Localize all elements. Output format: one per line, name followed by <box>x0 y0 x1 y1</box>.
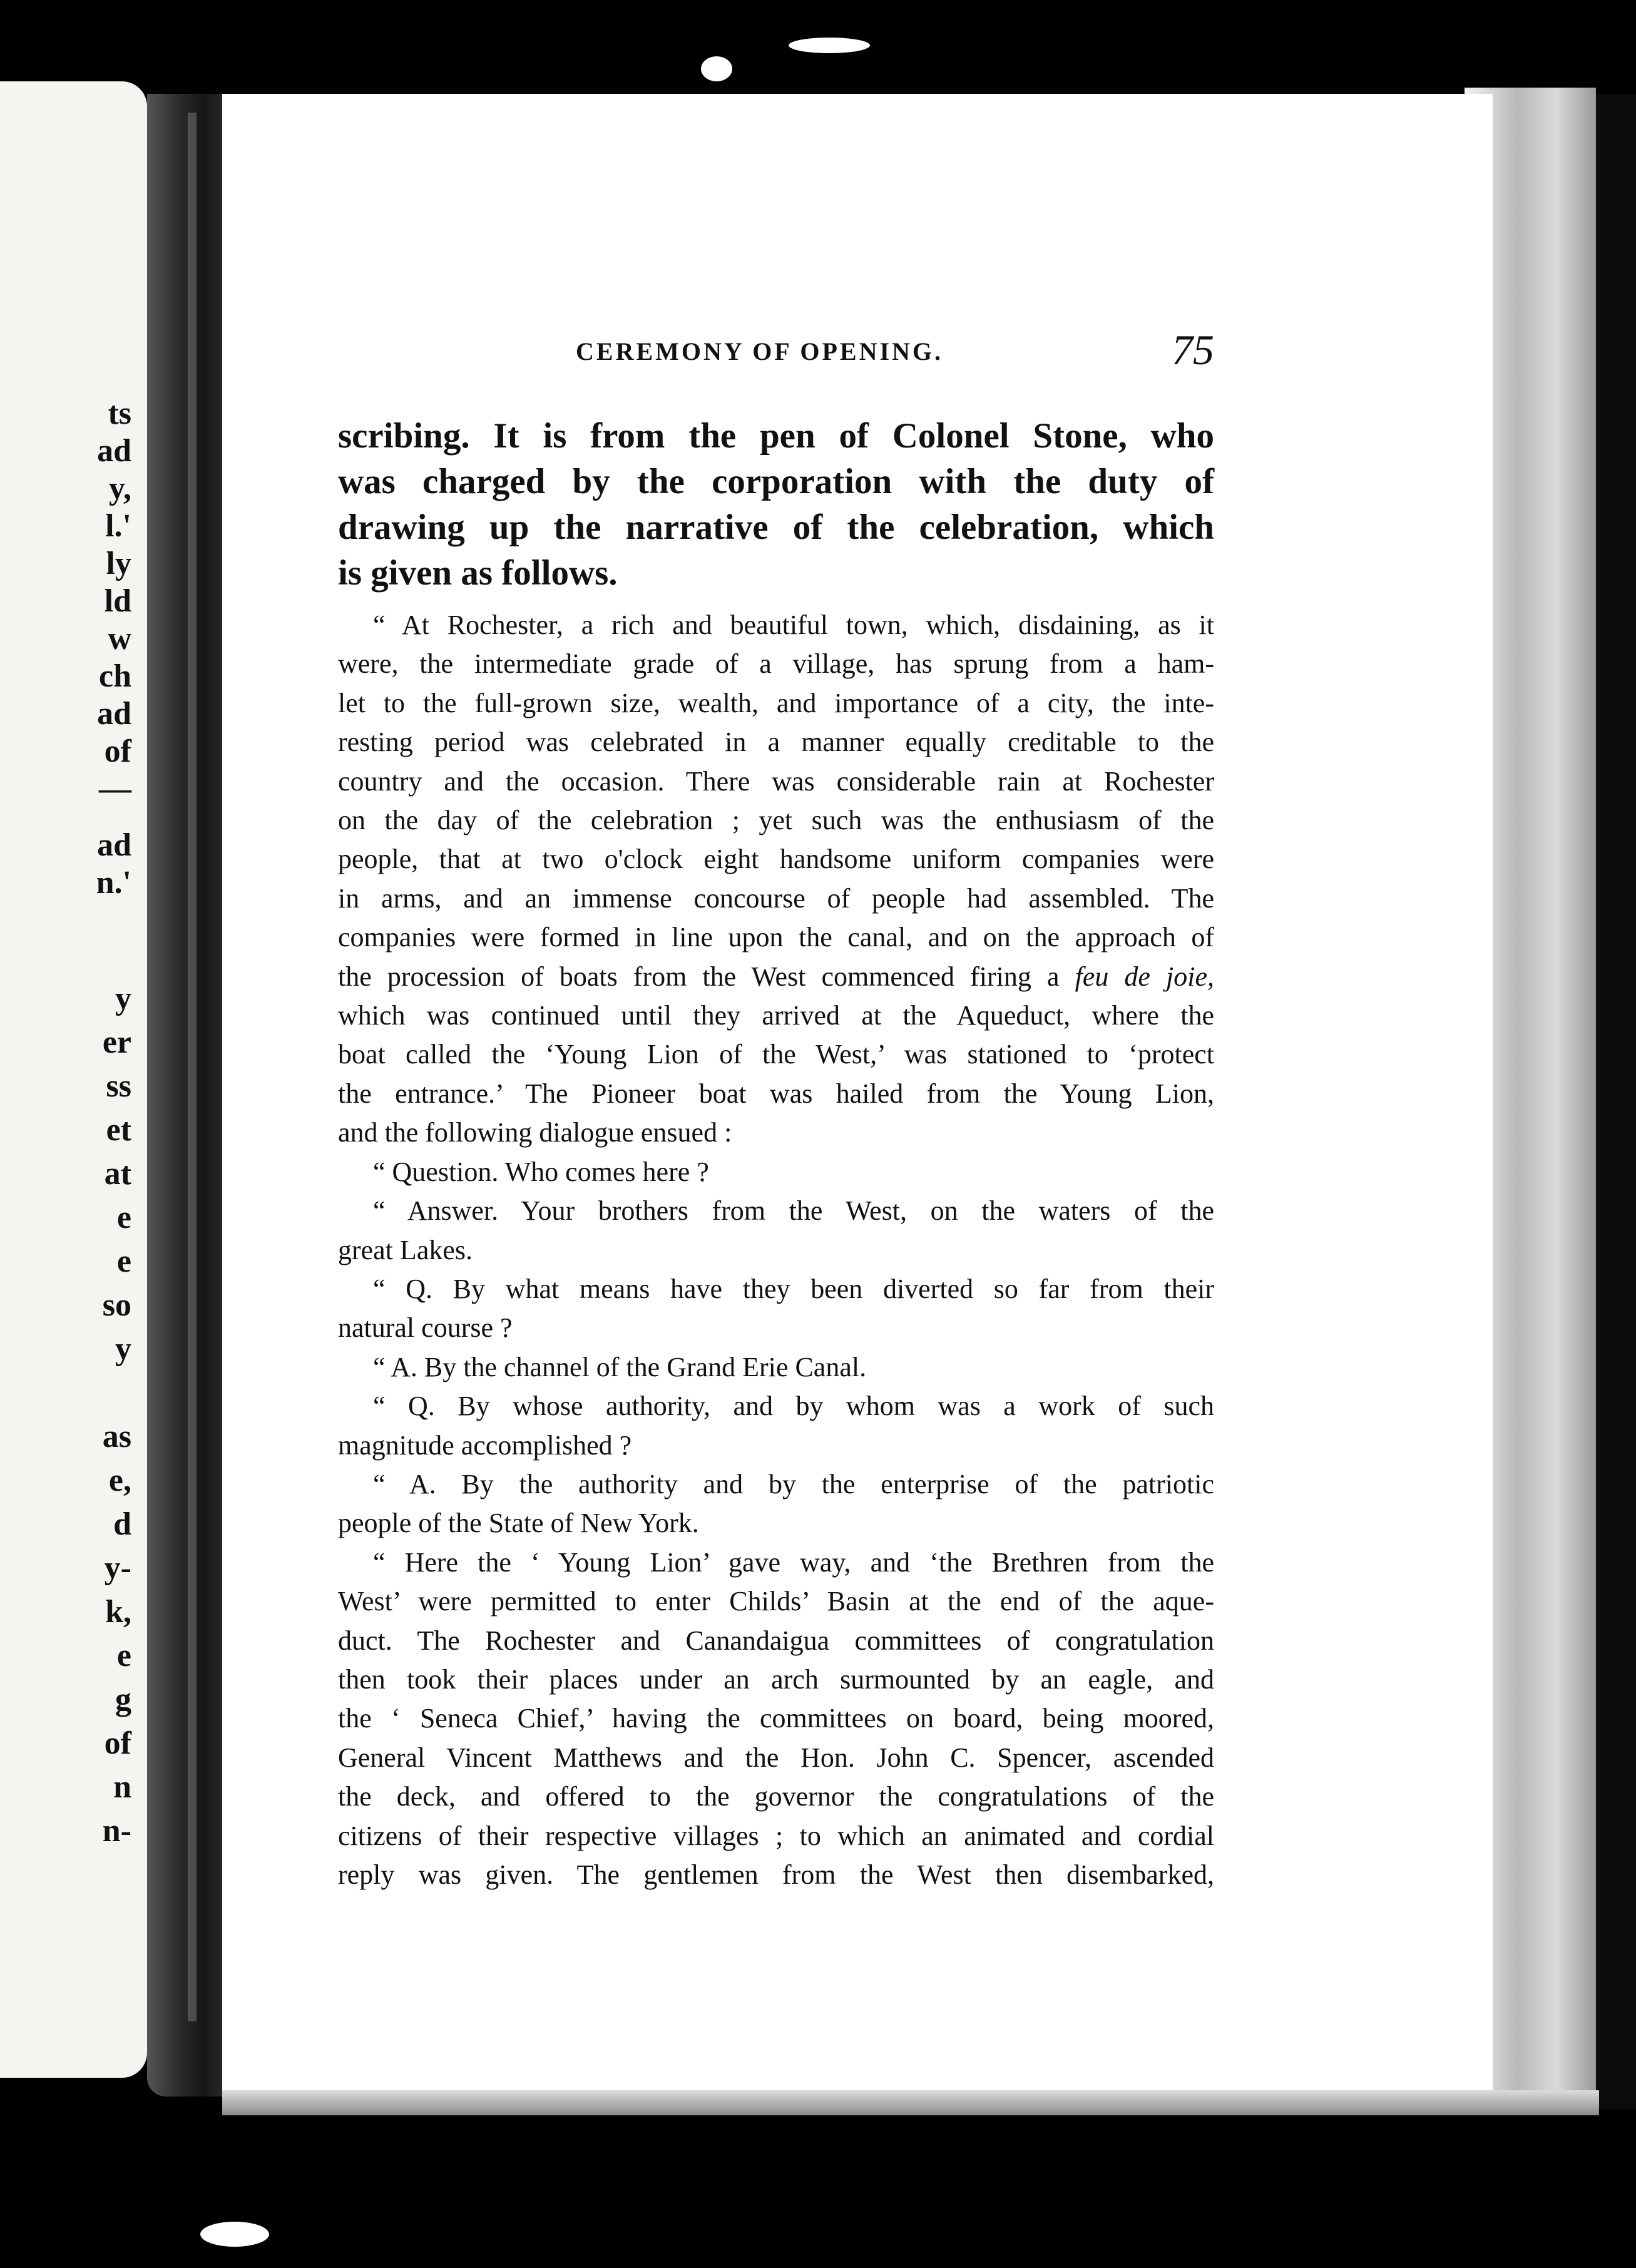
text-line: natural course ? <box>338 1312 513 1344</box>
text-line <box>338 958 1214 996</box>
page-header <box>576 325 1214 382</box>
text-segment: the procession of boats from the West commenced firing a <box>338 961 1060 992</box>
facing-fragment: ly <box>106 546 131 581</box>
facing-fragment: n- <box>102 1813 131 1849</box>
facing-fragment: n.' <box>96 865 131 901</box>
facing-fragment: ld <box>104 583 131 619</box>
text-line: which was continued until they arrived at the Aqueduct, where the <box>338 1000 1214 1031</box>
facing-fragment: of <box>104 1725 131 1761</box>
text-line: boat called the ‘Young Lion of the West,’ was stationed to ‘protect <box>338 1039 1214 1070</box>
facing-fragment: e <box>116 1200 131 1235</box>
facing-fragment: so <box>102 1287 131 1323</box>
text-line: “ At Rochester, a rich and beautiful town, which, disdaining, as it <box>373 610 1214 640</box>
facing-fragment: ad <box>97 827 131 863</box>
facing-fragment: ad <box>97 696 131 732</box>
text-line: companies were formed in line upon the canal, and on the approach of <box>338 922 1214 953</box>
text-line: “ Question. Who comes here ? <box>373 1156 709 1187</box>
page-bottom-edge <box>222 2090 1599 2115</box>
text-line: and the following dialogue ensued : <box>338 1117 732 1148</box>
facing-fragment: k, <box>105 1594 131 1630</box>
facing-fragment: e <box>116 1638 131 1673</box>
text-line: let to the full-grown size, wealth, and importance of a city, the inte- <box>338 687 1214 718</box>
text-line: “ A. By the authority and by the enterprise of the patriotic <box>373 1468 1214 1499</box>
facing-fragment: y, <box>108 471 131 506</box>
facing-fragment: y <box>115 981 131 1016</box>
text-line: people, that at two o'clock eight handsome uniform companies were <box>338 844 1214 875</box>
text-line: magnitude accomplished ? <box>338 1429 632 1461</box>
facing-fragment: — <box>99 771 131 807</box>
facing-fragment: l.' <box>105 508 131 544</box>
text-line: the entrance.’ The Pioneer boat was hailed from the Young Lion, <box>338 1078 1214 1109</box>
text-line: country and the occasion. There was considerable rain at Rochester <box>338 765 1214 797</box>
text-line: “ Answer. Your brothers from the West, on the waters of the <box>373 1195 1214 1227</box>
facing-fragment: w <box>108 621 131 656</box>
gutter-highlight <box>188 113 197 2021</box>
text-line: were, the intermediate grade of a village, has sprung from a ham- <box>338 648 1214 680</box>
lead-paragraph <box>338 413 1214 596</box>
facing-page <box>0 81 147 2078</box>
text-line: duct. The Rochester and Canandaigua committees of congratulation <box>338 1625 1214 1656</box>
text-line: scribing. It is from the pen of Colonel Stone, who <box>338 416 1214 456</box>
text-line: drawing up the narrative of the celebration, which <box>338 508 1214 547</box>
text-line: reply was given. The gentlemen from the West then disembarked, <box>338 1859 1214 1890</box>
quoted-narrative <box>338 606 1214 1894</box>
italic-phrase: feu de joie, <box>1075 961 1215 992</box>
text-line: General Vincent Matthews and the Hon. John C. Spencer, ascended <box>338 1742 1214 1773</box>
text-line: is given as follows. <box>338 553 618 593</box>
text-line: “ Q. By whose authority, and by whom was a work of such <box>373 1391 1214 1422</box>
text-line: great Lakes. <box>338 1234 473 1265</box>
scan-border <box>1596 94 1636 2109</box>
facing-fragment: ss <box>106 1068 131 1104</box>
facing-fragment: et <box>106 1112 131 1148</box>
facing-fragment: ch <box>99 658 131 694</box>
facing-fragment: e, <box>108 1463 131 1498</box>
text-line: the ‘ Seneca Chief,’ having the committees on board, being moored, <box>338 1703 1214 1734</box>
facing-fragment: d <box>113 1506 131 1542</box>
text-line: on the day of the celebration ; yet such was the enthusiasm of the <box>338 805 1214 836</box>
facing-fragment: ts <box>108 396 131 431</box>
text-line: then took their places under an arch surmounted by an eagle, and <box>338 1663 1214 1695</box>
facing-fragment: y <box>115 1331 131 1367</box>
scan-speck <box>200 2222 269 2247</box>
text-line: resting period was celebrated in a manner equally creditable to the <box>338 727 1214 758</box>
facing-fragment: as <box>102 1419 131 1454</box>
facing-fragment: n <box>113 1769 131 1805</box>
facing-fragment: y- <box>104 1550 131 1586</box>
facing-fragment: at <box>104 1156 131 1192</box>
text-line: “ Here the ‘ Young Lion’ gave way, and ‘the Brethren from the <box>373 1546 1214 1578</box>
text-line: citizens of their respective villages ; to which an animated and cordial <box>338 1820 1214 1851</box>
facing-fragment: g <box>115 1682 131 1717</box>
text-line: was charged by the corporation with the duty of <box>338 462 1214 501</box>
text-line: people of the State of New York. <box>338 1508 699 1539</box>
facing-fragment: er <box>102 1024 131 1060</box>
text-line: the deck, and offered to the governor the congratulations of the <box>338 1781 1214 1812</box>
text-line: “ A. By the channel of the Grand Erie Canal. <box>373 1351 867 1382</box>
running-head: CEREMONY OF OPENING. <box>576 337 944 365</box>
facing-fragment: of <box>104 733 131 769</box>
facing-fragment: e <box>116 1244 131 1279</box>
scan-speck <box>701 56 732 81</box>
page-number: 75 <box>1172 326 1214 374</box>
text-line: in arms, and an immense concourse of people had assembled. The <box>338 882 1214 914</box>
text-line: “ Q. By what means have they been diverted so far from their <box>373 1273 1214 1304</box>
scan-speck <box>789 38 870 53</box>
facing-fragment: ad <box>97 433 131 469</box>
text-line: West’ were permitted to enter Childs’ Basin at the end of the aque- <box>338 1586 1214 1617</box>
